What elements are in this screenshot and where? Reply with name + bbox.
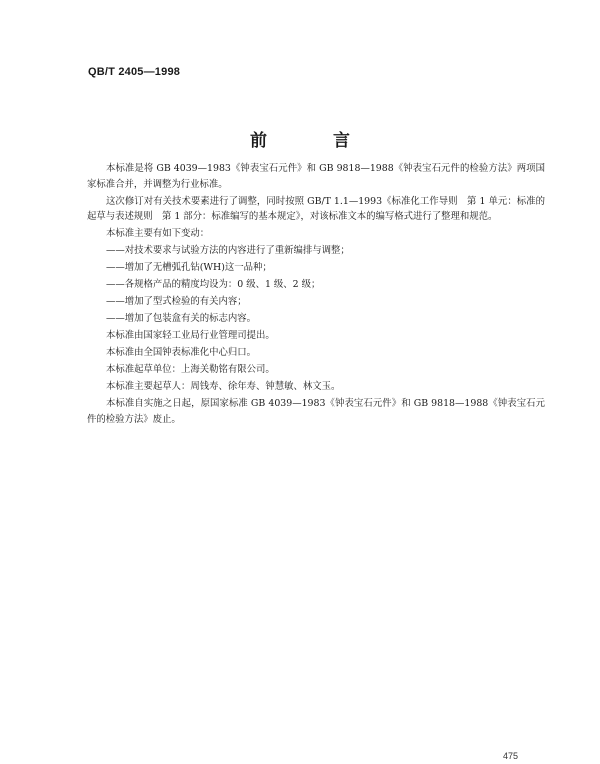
paragraph-merge-statement: 本标准是将 GB 4039—1983《钟表宝石元件》和 GB 9818—1988《钟表宝石元件的检验方法》两项国家标准合并，并调整为行业标准。 (87, 163, 545, 190)
paragraph-drafters: 本标准主要起草人：周钱寿、徐年寿、钟慧敏、林文玉。 (106, 381, 341, 392)
paragraph-centralized-unit: 本标准由全国钟表标准化中心归口。 (106, 347, 257, 358)
list-item-change: ——增加了包装盒有关的标志内容。 (106, 313, 257, 324)
list-item-change: ——增加了型式检验的有关内容； (106, 296, 247, 307)
paragraph-changes-intro: 本标准主要有如下变动： (106, 228, 210, 239)
list-item-change: ——各规格产品的精度均设为：0 级、1 级、2 级； (106, 279, 321, 290)
foreword-body (87, 161, 545, 429)
paragraph-proposer: 本标准由国家轻工业局行业管理司提出。 (106, 330, 275, 341)
section-title-foreword: 前 言 (250, 131, 380, 151)
paragraph-revision-statement: 这次修订对有关技术要素进行了调整，同时按照 GB/T 1.1—1993《标准化工作导则 第 1 单元：标准的起草与表述规则 第 1 部分：标准编写的基本规定》，对该标准文本的编写格式进行了整理和规范。 (87, 195, 545, 222)
list-item-change: ——对技术要求与试验方法的内容进行了重新编排与调整； (106, 245, 350, 256)
paragraph-drafting-unit: 本标准起草单位：上海关勒铭有限公司。 (106, 364, 275, 375)
list-item-change: ——增加了无槽弧孔钻(WH)这一品种； (106, 262, 272, 273)
standard-code: QB/T 2405—1998 (88, 66, 181, 78)
paragraph-abolishment: 本标准自实施之日起，原国家标准 GB 4039—1983《钟表宝石元件》和 GB 9818—1988《钟表宝石元件的检验方法》废止。 (87, 398, 545, 425)
page-number: 475 (502, 751, 518, 761)
